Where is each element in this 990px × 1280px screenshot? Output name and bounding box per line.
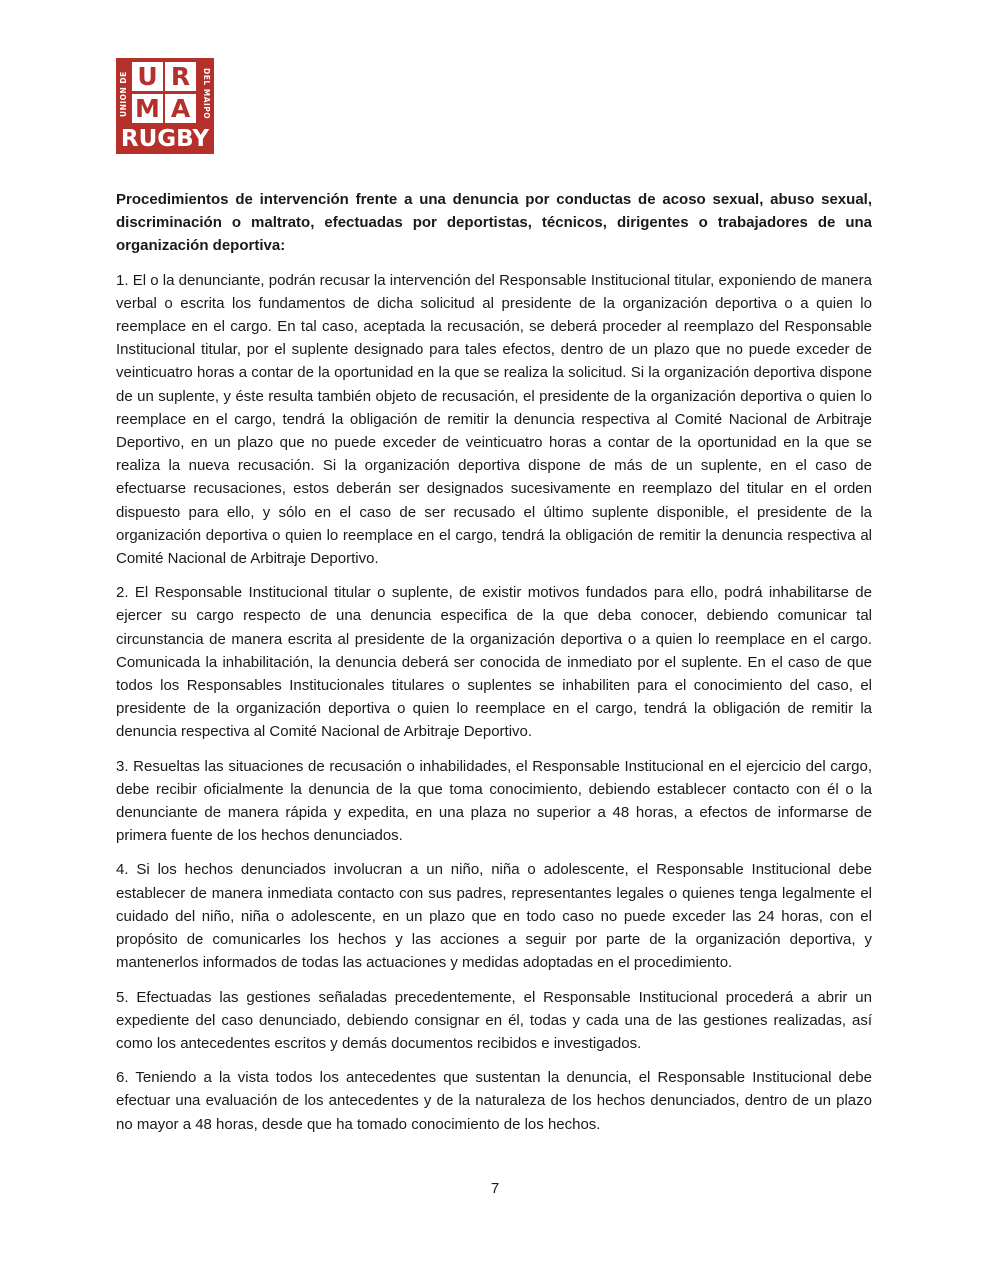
- logo-bottom-text: RUGBY: [120, 126, 210, 152]
- logo-letter-r: R: [165, 62, 196, 91]
- logo-letter-m: M: [132, 94, 163, 123]
- urma-logo: [116, 58, 214, 154]
- paragraph-1: 1. El o la denunciante, podrán recusar la intervención del Responsable Institucional titular, exponiendo de manera verbal o escrita los fundamentos de dicha solicitud al presidente de la organización deportiva o a quien lo reemplace en el cargo. En tal caso, aceptada la recusación, se deberá proceder al reemplazo del Responsable Institucional titular, por el suplente designado para tales efectos, dentro de un plazo que no puede exceder de veinticuatro horas a contar de la oportunidad en la que se realiza la solicitud. Si la organización deportiva dispone de un suplente, y éste resulta también objeto de recusación, el presidente de la organización deportiva o quien lo reemplace en el cargo, tendrá la obligación de remitir la denuncia respectiva al Comité Nacional de Arbitraje Deportivo, en un plazo que no puede exceder de veinticuatro horas a contar de la oportunidad en la que se realiza la nueva recusación. Si la organización deportiva dispone de más de un suplente, en el caso de efectuarse recusaciones, estos deberán ser designados sucesivamente en reemplazo del titular en el orden dispuesto para ello, y sólo en el caso de ser recusado el último suplente disponible, el presidente de la organización deportiva o quien lo reemplace en el cargo, tendrá la obligación de remitir la denuncia respectiva al Comité Nacional de Arbitraje Deportivo.: [116, 271, 872, 568]
- logo-letter-a: A: [165, 94, 196, 123]
- paragraph-4: 4. Si los hechos denunciados involucran a un niño, niña o adolescente, el Responsable Institucional debe establecer de manera inmediata contacto con sus padres, representantes legales o quienes tenga legalmente el cuidado del niño, niña o adolescente, en un plazo que en todo caso no puede exceder las 24 horas, con el propósito de comunicarles los hechos y las acciones a seguir por parte de la organización deportiva, y mantenerlos informados de todas las actuaciones y medidas adoptadas en el procedimiento.: [116, 861, 872, 972]
- paragraph-5: 5. Efectuadas las gestiones señaladas precedentemente, el Responsable Institucional procederá a abrir un expediente del caso denunciado, debiendo consignar en él, todas y cada una de las gestiones realizadas, así como los antecedentes escritos y demás documentos recibidos e investigados.: [116, 988, 872, 1052]
- logo-letter-u: U: [132, 62, 163, 91]
- logo-left-text: UNION DE: [119, 71, 128, 117]
- paragraph-6: 6. Teniendo a la vista todos los antecedentes que sustentan la denuncia, el Responsable Institucional debe efectuar una evaluación de los antecedentes y de la naturaleza de los hechos denunciados, dentro de un plazo no mayor a 48 horas, desde que ha tomado conocimiento de los hechos.: [116, 1069, 872, 1133]
- document-body: [116, 188, 872, 1147]
- logo-letter-grid: [132, 62, 198, 124]
- section-heading: Procedimientos de intervención frente a una denuncia por conductas de acoso sexual, abuso sexual, discriminación o maltrato, efectuadas por deportistas, técnicos, dirigentes o trabajadores de una organización deportiva:: [116, 191, 872, 255]
- page-number: 7: [490, 1180, 500, 1197]
- paragraph-2: 2. El Responsable Institucional titular o suplente, de existir motivos fundados para ello, podrá inhabilitarse de ejercer su cargo respecto de una denuncia especifica de la que deba conocer, debiendo comunicar tal circunstancia de manera escrita al presidente de la organización deportiva o a quien lo reemplace en el cargo. Comunicada la inhabilitación, la denuncia deberá ser conocida de inmediato por el suplente. En el caso de que todos los Responsables Institucionales titulares o suplentes se inhabiliten para el conocimiento del caso, el presidente de la organización deportiva o quien lo reemplace en el cargo, tendrá la obligación de remitir la denuncia respectiva al Comité Nacional de Arbitraje Deportivo.: [116, 584, 872, 741]
- logo-right-text: DEL MAIPO: [202, 68, 211, 120]
- paragraph-3: 3. Resueltas las situaciones de recusación o inhabilidades, el Responsable Institucional en el ejercicio del cargo, debe recibir oficialmente la denuncia de la que toma conocimiento, debiendo establecer contacto con él o la denunciante de manera rápida y expedita, en una plaza no superior a 48 horas, a efectos de informarse de primera fuente de los hechos denunciados.: [116, 757, 872, 845]
